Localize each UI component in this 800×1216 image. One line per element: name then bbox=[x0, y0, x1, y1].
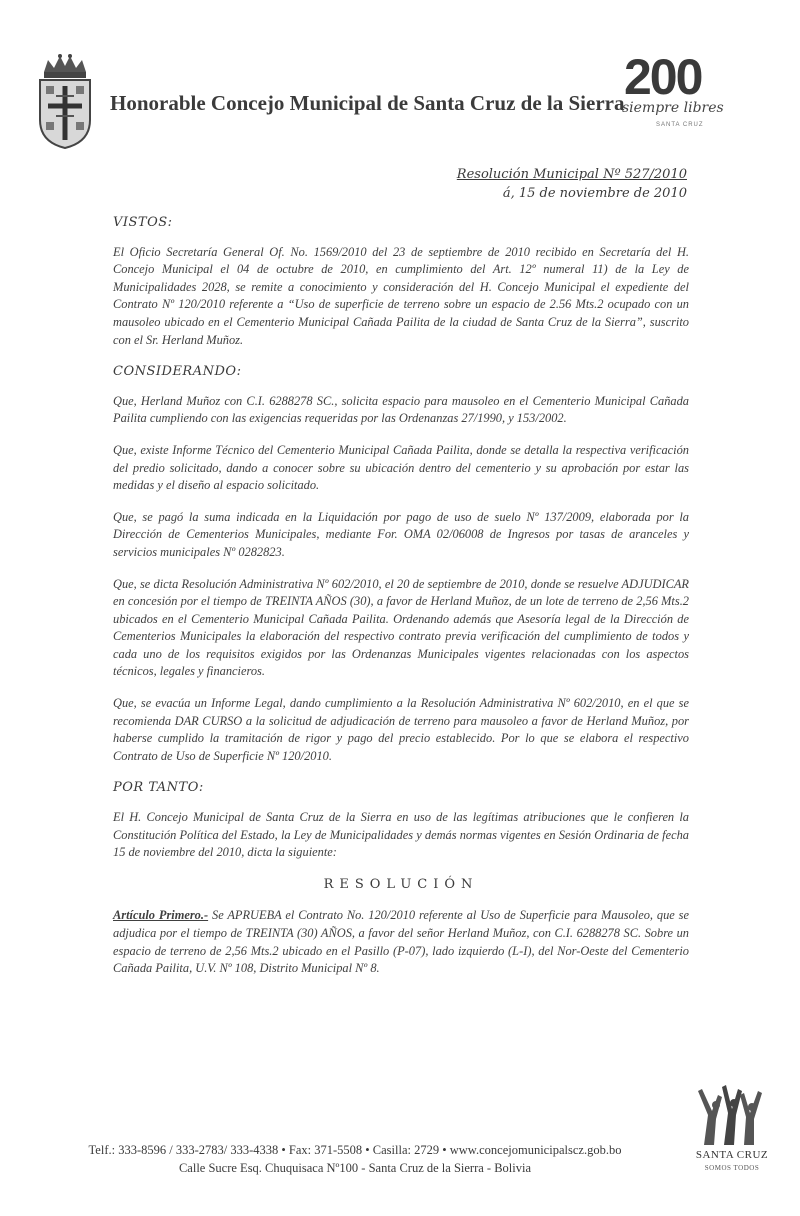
logo-number: 200 bbox=[624, 49, 702, 105]
article-one bbox=[113, 907, 689, 977]
bicentennial-logo bbox=[620, 48, 750, 140]
considerando-heading: CONSIDERANDO: bbox=[113, 364, 242, 380]
article-one-label: Artículo Primero.- bbox=[113, 908, 209, 923]
resolucion-heading: RESOLUCIÓN bbox=[323, 876, 479, 892]
council-name: Honorable Concejo Municipal de Santa Cruz de la Sierra bbox=[110, 91, 625, 115]
people-figures-icon bbox=[690, 1085, 772, 1149]
considerando-paragraph: Que, existe Informe Técnico del Cementerio Municipal Cañada Pailita, donde se detalla la respectiva verificación del predio solicitado, dando a conocer sobre su ubicación dentro del cementerio y su aprobación por estar las medidas y el diseño al espacio solicitado. bbox=[113, 442, 689, 493]
logo-script: siempre libres bbox=[622, 100, 724, 116]
vistos-heading: VISTOS: bbox=[113, 215, 173, 230]
portanto-heading: POR TANTO: bbox=[113, 780, 204, 796]
logo-title: SANTA CRUZ bbox=[695, 1149, 769, 1161]
logo-subtitle: SOMOS TODOS bbox=[704, 1164, 760, 1172]
footer bbox=[30, 1141, 680, 1177]
considerando-paragraph: Que, Herland Muñoz con C.I. 6288278 SC., solicita espacio para mausoleo en el Cementerio Municipal Cañada Pailita cumpliendo con las exigencias requeridas por las Ordenanzas 27/1990, y 153/2002. bbox=[113, 393, 689, 426]
vistos-paragraph: El Oficio Secretaría General Of. No. 1569/2010 del 23 de septiembre de 2010 recibido en Secretaría del H. Concejo Municipal el 04 de octubre de 2010, en cumplimiento del Art. 12º numeral 11) de la Ley de Municipalidades 2028, se remite a conocimiento y consideración del H. Concejo Municipal el expediente del Contrato Nº 120/2010 referente a “Uso de superficie de terreno sobre un espacio de 2.56 Mts.2 ocupado con un mausoleo ubicado en el Cementerio Municipal Cañada Pailita de la ciudad de Santa Cruz de la Sierra”, suscrito con el Sr. Herland Muñoz. bbox=[113, 244, 689, 347]
considerando-paragraph: Que, se pagó la suma indicada en la Liquidación por pago de uso de suelo Nº 137/2009, elaborada por la Dirección de Cementerios Municipales, mediante For. OMA 02/06008 de Ingresos por tasas de aranceles y servicios municipales Nº 0282823. bbox=[113, 509, 689, 559]
footer-address: Calle Sucre Esq. Chuquisaca Nº100 - Santa Cruz de la Sierra - Bolivia bbox=[178, 1161, 532, 1175]
santa-cruz-logo bbox=[690, 1085, 772, 1185]
coat-of-arms-icon bbox=[34, 50, 96, 150]
portanto-paragraph: El H. Concejo Municipal de Santa Cruz de la Sierra en uso de las legítimas atribuciones que le confieren la Constitución Política del Estado, la Ley de Municipalidades y demás normas vigentes en Sesión Ordinaria de fecha 15 de noviembre del 2010, dicta la siguiente: bbox=[113, 810, 689, 860]
document-body bbox=[113, 206, 689, 992]
logo-small-text: SANTA CRUZ bbox=[656, 122, 704, 128]
resolution-date: á, 15 de noviembre de 2010 bbox=[502, 186, 687, 201]
resolution-title: Resolución Municipal Nº 527/2010 bbox=[456, 167, 687, 182]
considerando-paragraph: Que, se evacúa un Informe Legal, dando cumplimiento a la Resolución Administrativa Nº 602/2010, en el que se recomienda DAR CURSO a la solicitud de adjudicación de terreno para mausoleo a favor de Herland Muñoz, por haberse cumplido la tramitación de rigor y pago del precio establecido. Por lo que se elabora el respectivo Contrato de Uso de Superficie Nº 120/2010. bbox=[113, 696, 689, 763]
letterhead bbox=[0, 0, 800, 160]
article-one-text: Se APRUEBA el Contrato No. 120/2010 referente al Uso de Superficie para Mausoleo, que se adjudica por el tiempo de TREINTA (30) AÑOS, a favor del señor Herland Muñoz, con C.I. 6288278 SC. Sobre un espacio de terreno de 2,56 Mts.2 ubicado en el Pasillo (P-07), lado izquierdo (L-I), del Nor-Oeste del Cementerio Cañada Pailita, U.V. Nº 108, Distrito Municipal Nº 8. bbox=[113, 908, 689, 976]
footer-contact: Telf.: 333-8596 / 333-2783/ 333-4338 • Fax: 371-5508 • Casilla: 2729 • www.concejomunicipalscz.gob.bo bbox=[88, 1143, 622, 1157]
considerando-paragraph: Que, se dicta Resolución Administrativa Nº 602/2010, el 20 de septiembre de 2010, donde se resuelve ADJUDICAR en concesión por el tiempo de TREINTA AÑOS (30), a favor de Herland Muñoz, de un lote de terreno de 2,56 Mts.2 ubicados en el Cementerio Municipal Cañada Pailita. Ordenando además que Asesoría legal de la Dirección de Cementerios Municipales la elaboración del respectivo contrato previa verificación del cumplimiento de todos y cada uno de los requisitos exigidos por las Ordenanzas Municipales vigentes relacionadas con los aspectos técnicos, legales y financieros. bbox=[113, 576, 689, 679]
